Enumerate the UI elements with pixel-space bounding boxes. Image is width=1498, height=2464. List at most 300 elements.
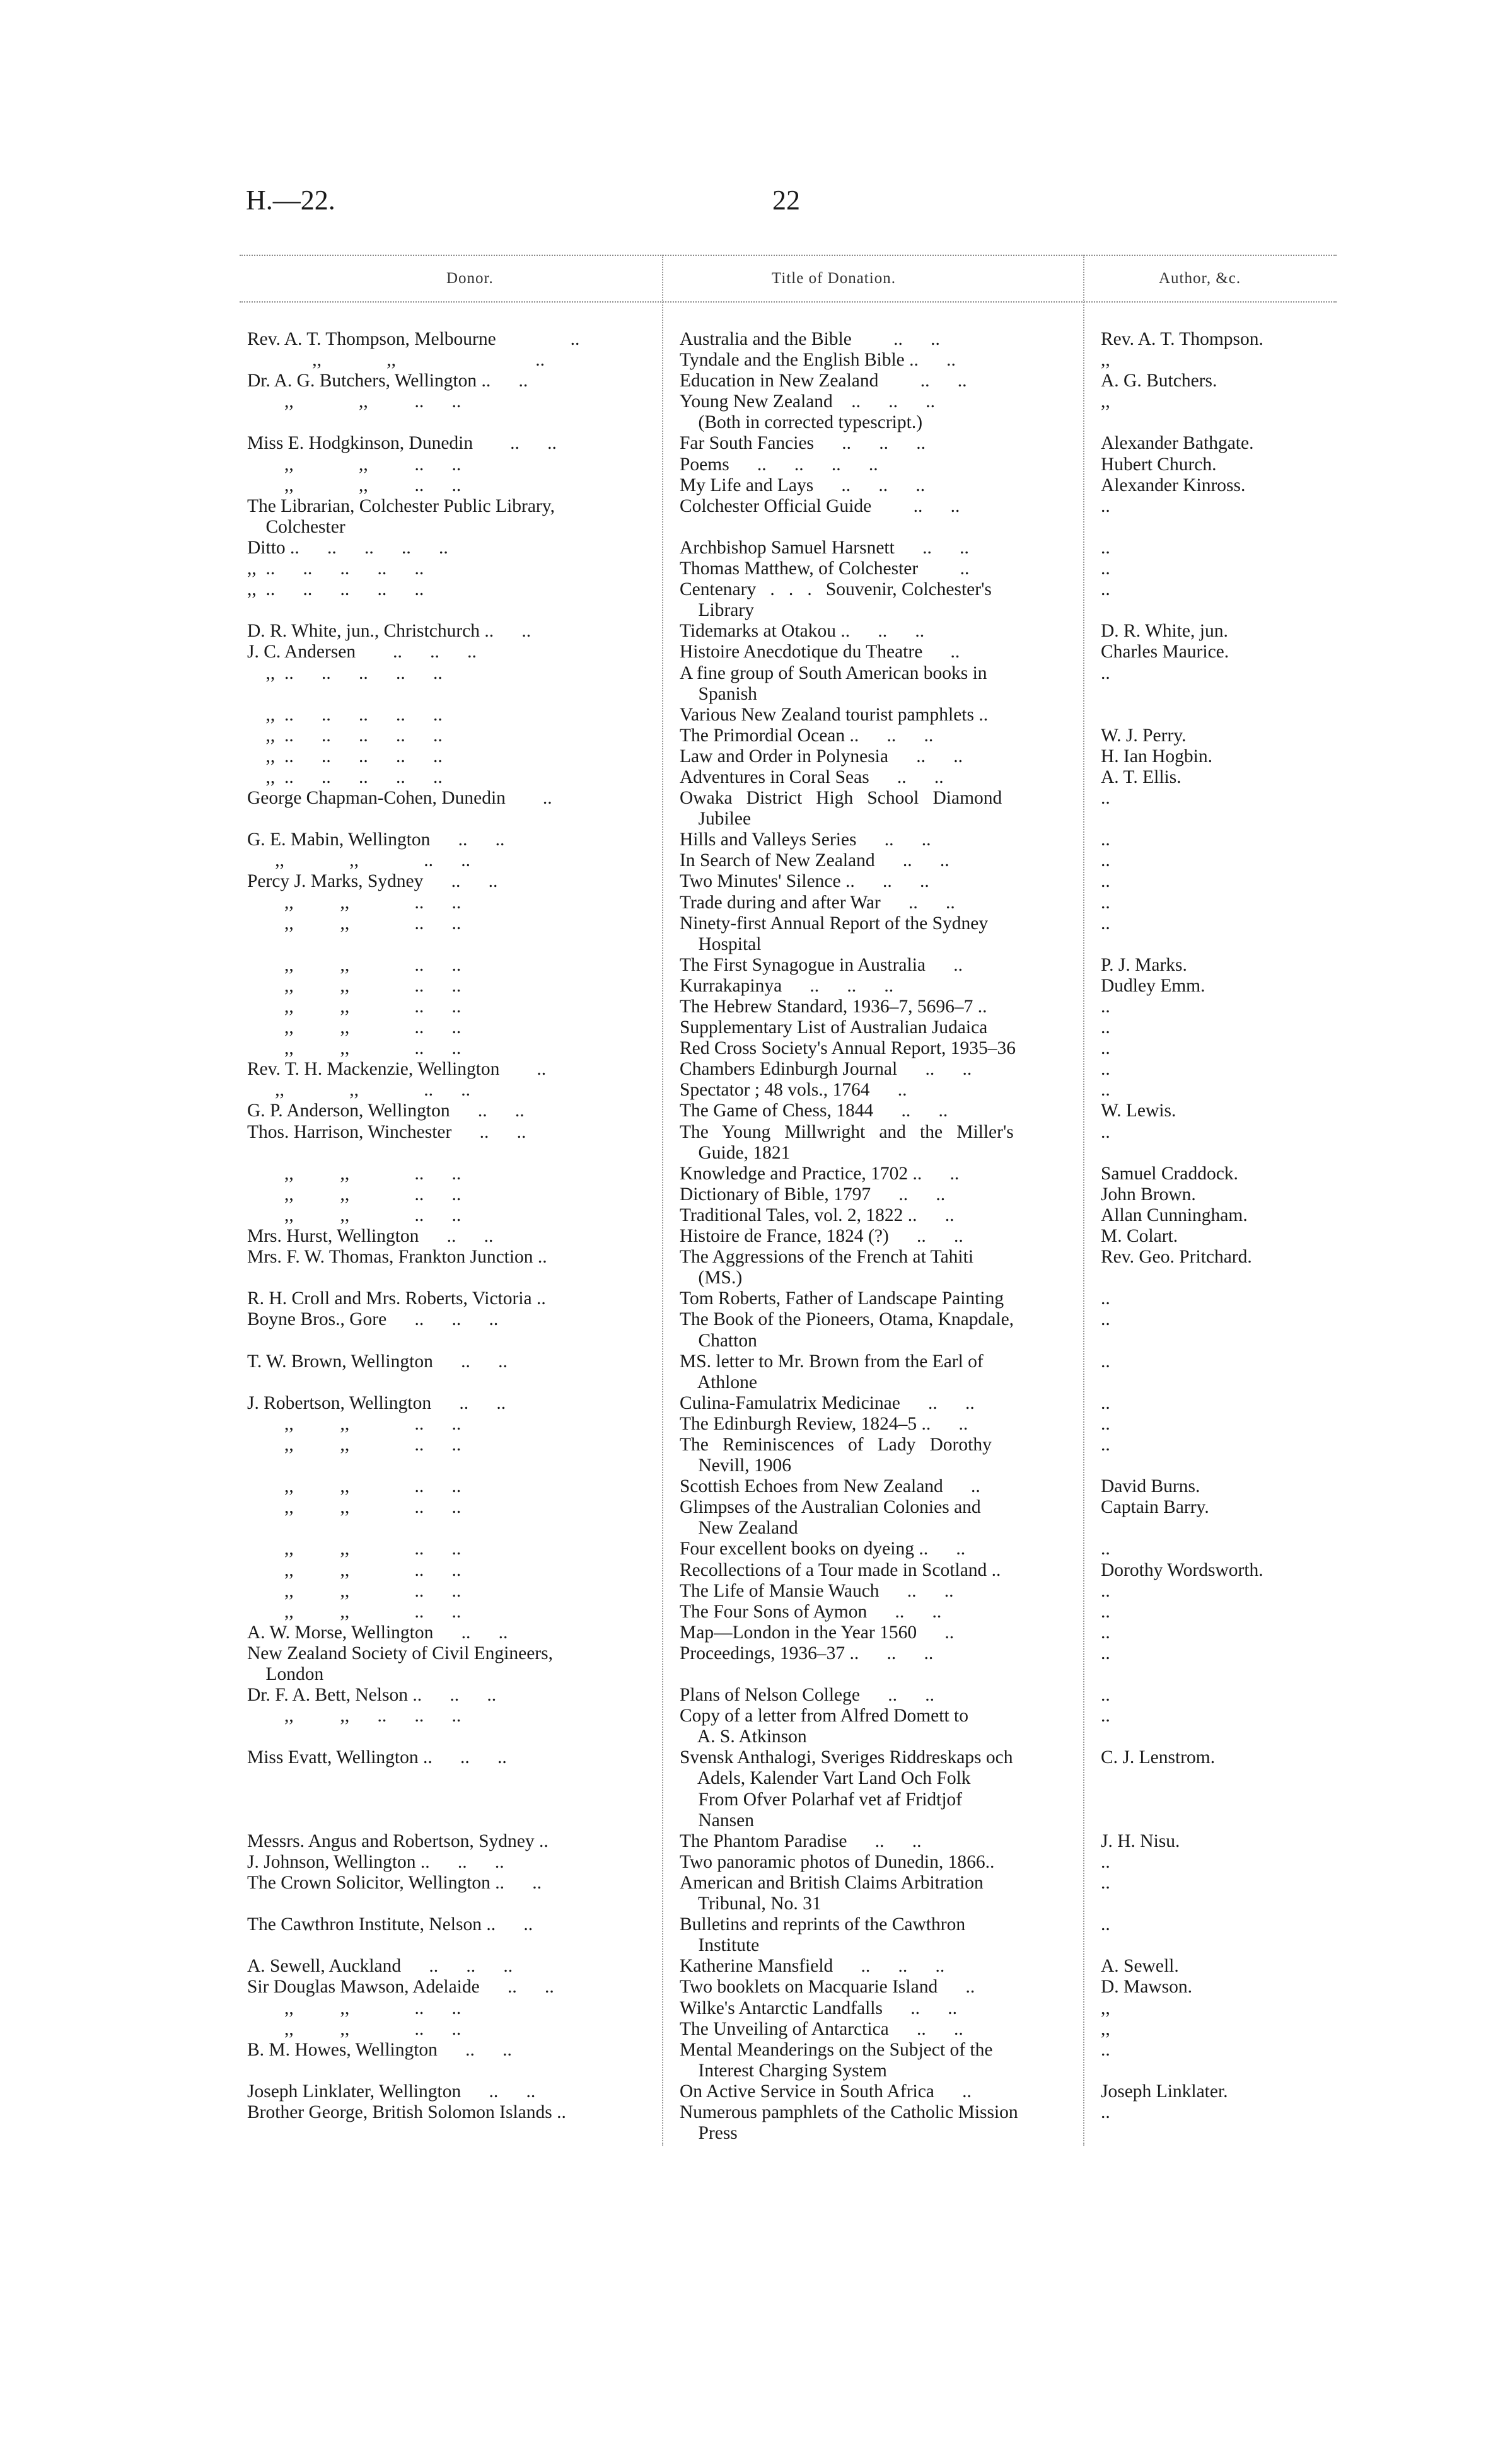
author-cell: ..	[1101, 2102, 1110, 2122]
donor-cell: ,, ,, .. ..	[247, 892, 462, 913]
title-cell: The Life of Mansie Wauch .. ..	[680, 1580, 954, 1601]
table-row	[0, 1873, 1498, 1894]
donor-cell: Brother George, British Solomon Islands ..	[247, 2102, 566, 2122]
donor-cell: Percy J. Marks, Sydney .. ..	[247, 871, 498, 892]
table-row	[0, 412, 1498, 433]
author-cell: ..	[1101, 1121, 1110, 1142]
table-row	[0, 1101, 1498, 1121]
donor-cell: R. H. Croll and Mrs. Roberts, Victoria ..	[247, 1288, 546, 1309]
title-cell: The Aggressions of the French at Tahiti	[680, 1247, 974, 1268]
table-row	[0, 1122, 1498, 1143]
author-cell: ..	[1101, 997, 1110, 1017]
title-cell: Supplementary List of Australian Judaica	[680, 1017, 988, 1038]
table-row	[0, 1894, 1498, 1914]
table-row	[0, 1539, 1498, 1559]
table-row	[0, 934, 1498, 955]
donor-cell: Rev. A. T. Thompson, Melbourne ..	[247, 329, 580, 349]
table-row	[0, 1643, 1498, 1664]
table-row	[0, 538, 1498, 558]
donor-cell: Rev. T. H. Mackenzie, Wellington ..	[247, 1059, 547, 1080]
donor-cell: Sir Douglas Mawson, Adelaide .. ..	[247, 1977, 554, 1998]
author-cell: ..	[1101, 2039, 1110, 2060]
donor-cell: ,, .. .. .. .. ..	[247, 746, 443, 766]
donor-cell: ,, ,, .. .. ..	[247, 1706, 462, 1727]
donor-cell: Messrs. Angus and Robertson, Sydney ..	[247, 1831, 549, 1851]
donor-cell: George Chapman-Cohen, Dunedin ..	[247, 788, 552, 809]
donations-table	[0, 329, 1498, 2144]
title-cell: Chambers Edinburgh Journal .. ..	[680, 1059, 972, 1080]
title-cell: New Zealand	[680, 1518, 798, 1539]
title-cell: A. S. Atkinson	[680, 1727, 807, 1747]
donor-cell: ,, ,, .. ..	[247, 1184, 462, 1205]
table-row	[0, 830, 1498, 850]
title-cell: Dictionary of Bible, 1797 .. ..	[680, 1184, 946, 1205]
author-cell: Captain Barry.	[1101, 1497, 1209, 1518]
author-cell: Joseph Linklater.	[1101, 2081, 1228, 2102]
table-row	[0, 1331, 1498, 1351]
title-cell: Proceedings, 1936–37 .. .. ..	[680, 1643, 934, 1663]
title-cell: Guide, 1821	[680, 1142, 791, 1163]
table-row	[0, 1602, 1498, 1622]
title-cell: Various New Zealand tourist pamphlets ..	[680, 704, 989, 725]
author-cell: A. T. Ellis.	[1101, 766, 1182, 787]
donor-cell: ,, ,, .. ..	[247, 1413, 462, 1434]
donor-cell: J. Johnson, Wellington .. .. ..	[247, 1851, 504, 1872]
title-cell: My Life and Lays .. .. ..	[680, 475, 926, 495]
title-cell: Australia and the Bible .. ..	[680, 329, 940, 349]
title-cell: Chatton	[680, 1330, 757, 1351]
author-cell: Alexander Kinross.	[1101, 475, 1246, 495]
table-row	[0, 1977, 1498, 1998]
donor-cell: ,, ,, .. ..	[247, 1080, 470, 1101]
author-cell: P. J. Marks.	[1101, 954, 1187, 975]
donor-cell: ,, .. .. .. .. ..	[247, 725, 443, 746]
title-cell: Colchester Official Guide .. ..	[680, 495, 960, 516]
title-cell: Library	[680, 600, 754, 621]
donor-cell: ,, ,, .. ..	[247, 850, 470, 871]
donor-cell: ,, .. .. .. .. ..	[247, 558, 424, 579]
title-cell: Trade during and after War .. ..	[680, 892, 955, 913]
author-cell: ..	[1101, 1392, 1110, 1413]
donor-cell: A. W. Morse, Wellington .. ..	[247, 1622, 508, 1643]
title-cell: Ninety-first Annual Report of the Sydney	[680, 913, 989, 934]
author-cell: ,,	[1101, 2018, 1110, 2039]
author-cell: Allan Cunningham.	[1101, 1205, 1248, 1225]
table-row	[0, 1247, 1498, 1268]
table-row	[0, 997, 1498, 1017]
author-cell: ..	[1101, 1351, 1110, 1372]
table-row	[0, 1309, 1498, 1330]
top-rule	[240, 255, 1337, 256]
donor-cell: ,, ,, .. ..	[247, 997, 462, 1017]
donor-cell: ,, .. .. .. .. ..	[247, 704, 443, 725]
title-cell: Adventures in Coral Seas .. ..	[680, 766, 944, 787]
table-row	[0, 579, 1498, 600]
table-row	[0, 329, 1498, 350]
table-row	[0, 600, 1498, 621]
author-cell: Dudley Emm.	[1101, 975, 1205, 996]
table-row	[0, 1914, 1498, 1935]
donor-cell: G. E. Mabin, Wellington .. ..	[247, 830, 505, 850]
title-cell: The Phantom Paradise .. ..	[680, 1831, 922, 1851]
author-cell: ..	[1101, 1038, 1110, 1059]
author-cell: Charles Maurice.	[1101, 642, 1229, 662]
title-cell: Copy of a letter from Alfred Domett to	[680, 1706, 968, 1727]
donor-cell: ,, .. .. .. .. ..	[247, 579, 424, 600]
donor-cell: London	[247, 1664, 324, 1684]
donor-cell: Ditto .. .. .. .. ..	[247, 537, 448, 558]
title-cell: Nevill, 1906	[680, 1455, 791, 1476]
author-cell: ..	[1101, 1872, 1110, 1893]
donor-cell: The Crown Solicitor, Wellington .. ..	[247, 1872, 542, 1893]
donor-cell: J. Robertson, Wellington .. ..	[247, 1392, 506, 1413]
title-cell: Map—London in the Year 1560 ..	[680, 1622, 955, 1643]
author-cell: ..	[1101, 495, 1110, 516]
table-row	[0, 1435, 1498, 1455]
table-row	[0, 1184, 1498, 1205]
donor-cell: A. Sewell, Auckland .. .. ..	[247, 1956, 513, 1977]
donor-cell: ,, ,, .. ..	[247, 475, 462, 495]
donor-cell: ,, .. .. .. .. ..	[247, 766, 443, 787]
table-row	[0, 454, 1498, 475]
table-row	[0, 558, 1498, 579]
table-row	[0, 1476, 1498, 1497]
title-cell: Hills and Valleys Series .. ..	[680, 830, 931, 850]
table-row	[0, 1288, 1498, 1309]
title-cell: The Young Millwright and the Miller's	[680, 1121, 1014, 1142]
donor-cell: ,, ,, .. ..	[247, 1434, 462, 1455]
table-row	[0, 1518, 1498, 1539]
table-row	[0, 1017, 1498, 1038]
title-cell: Centenary . . . Souvenir, Colchester's	[680, 579, 992, 600]
donor-cell: G. P. Anderson, Wellington .. ..	[247, 1101, 525, 1121]
title-cell: (MS.)	[680, 1268, 743, 1288]
donor-cell: ,, ,, ..	[247, 350, 545, 371]
title-cell: Nansen	[680, 1810, 754, 1831]
table-row	[0, 391, 1498, 412]
author-cell: A. Sewell.	[1101, 1956, 1179, 1977]
author-cell: ..	[1101, 1914, 1110, 1935]
donor-cell: ,, ,, .. ..	[247, 1038, 462, 1059]
donor-cell: ,, ,, .. ..	[247, 1476, 462, 1497]
title-cell: Interest Charging System	[680, 2060, 887, 2081]
donor-cell: Colchester	[247, 516, 345, 537]
donor-cell: Mrs. F. W. Thomas, Frankton Junction ..	[247, 1247, 547, 1268]
table-row	[0, 871, 1498, 892]
table-row	[0, 2040, 1498, 2061]
title-cell: Law and Order in Polynesia .. ..	[680, 746, 963, 766]
title-cell: Spanish	[680, 683, 757, 704]
table-row	[0, 976, 1498, 997]
author-cell: Rev. A. T. Thompson.	[1101, 329, 1263, 349]
table-row	[0, 2019, 1498, 2040]
author-cell: ..	[1101, 1059, 1110, 1080]
title-cell: American and British Claims Arbitration	[680, 1872, 984, 1893]
author-cell: C. J. Lenstrom.	[1101, 1747, 1216, 1768]
title-cell: Adels, Kalender Vart Land Och Folk	[680, 1768, 971, 1789]
title-cell: Institute	[680, 1935, 760, 1956]
author-cell: ..	[1101, 1309, 1110, 1330]
title-cell: Press	[680, 2123, 738, 2144]
author-cell: ..	[1101, 1413, 1110, 1434]
title-cell: A fine group of South American books in	[680, 662, 987, 683]
table-row	[0, 517, 1498, 538]
header-rule	[240, 301, 1337, 303]
table-row	[0, 850, 1498, 871]
author-cell: ..	[1101, 558, 1110, 579]
title-cell: Culina-Famulatrix Medicinae .. ..	[680, 1392, 975, 1413]
table-row	[0, 1351, 1498, 1372]
title-cell: Archbishop Samuel Harsnett .. ..	[680, 537, 969, 558]
table-row	[0, 1852, 1498, 1873]
donor-cell: B. M. Howes, Wellington .. ..	[247, 2039, 512, 2060]
title-cell: Glimpses of the Australian Colonies and	[680, 1497, 981, 1518]
col-head-donor: Donor.	[446, 270, 494, 287]
author-cell: ..	[1101, 830, 1110, 850]
author-cell: H. Ian Hogbin.	[1101, 746, 1212, 766]
table-row	[0, 2102, 1498, 2123]
author-cell: ..	[1101, 892, 1110, 913]
title-cell: Red Cross Society's Annual Report, 1935–36	[680, 1038, 1016, 1059]
title-cell: The First Synagogue in Australia ..	[680, 954, 963, 975]
title-cell: Histoire Anecdotique du Theatre ..	[680, 642, 960, 662]
author-cell: ,,	[1101, 391, 1110, 412]
title-cell: Wilke's Antarctic Landfalls .. ..	[680, 1998, 957, 2018]
table-row	[0, 809, 1498, 830]
title-cell: Numerous pamphlets of the Catholic Mission	[680, 2102, 1018, 2122]
table-row	[0, 1560, 1498, 1581]
table-row	[0, 767, 1498, 788]
title-cell: Tyndale and the English Bible .. ..	[680, 350, 956, 371]
table-row	[0, 1998, 1498, 2019]
table-row	[0, 1414, 1498, 1435]
title-cell: Traditional Tales, vol. 2, 1822 .. ..	[680, 1205, 955, 1225]
author-cell: ..	[1101, 1643, 1110, 1663]
title-cell: Bulletins and reprints of the Cawthron	[680, 1914, 966, 1935]
table-row	[0, 1935, 1498, 1956]
donor-cell: ,, ,, .. ..	[247, 1559, 462, 1580]
author-cell: ..	[1101, 1851, 1110, 1872]
author-cell: ..	[1101, 871, 1110, 892]
title-cell: Poems .. .. .. ..	[680, 454, 878, 475]
donor-cell: ,, ,, .. ..	[247, 1163, 462, 1184]
table-row	[0, 1080, 1498, 1101]
table-row	[0, 788, 1498, 809]
author-cell: ..	[1101, 1622, 1110, 1643]
title-cell: Svensk Anthalogi, Sveriges Riddreskaps och	[680, 1747, 1013, 1768]
table-row	[0, 642, 1498, 662]
table-row	[0, 663, 1498, 684]
author-cell: W. J. Perry.	[1101, 725, 1187, 746]
author-cell: ..	[1101, 1017, 1110, 1038]
title-cell: Four excellent books on dyeing .. ..	[680, 1539, 966, 1559]
donor-cell: Dr. F. A. Bett, Nelson .. .. ..	[247, 1685, 497, 1706]
author-cell: ,,	[1101, 350, 1110, 371]
title-cell: Far South Fancies .. .. ..	[680, 433, 926, 454]
title-cell: The Book of the Pioneers, Otama, Knapdale,	[680, 1309, 1014, 1330]
donor-cell: ,, .. .. .. .. ..	[247, 662, 443, 683]
table-row	[0, 1143, 1498, 1164]
table-row	[0, 1393, 1498, 1414]
donor-cell: J. C. Andersen .. .. ..	[247, 642, 477, 662]
author-cell: D. R. White, jun.	[1101, 621, 1228, 642]
author-cell: ..	[1101, 1601, 1110, 1622]
table-row	[0, 1747, 1498, 1768]
donor-cell: Joseph Linklater, Wellington .. ..	[247, 2081, 536, 2102]
donor-cell: ,, ,, .. ..	[247, 975, 462, 996]
donor-cell: The Librarian, Colchester Public Library,	[247, 495, 555, 516]
title-cell: Kurrakapinya .. .. ..	[680, 975, 894, 996]
table-row	[0, 1768, 1498, 1789]
title-cell: Owaka District High School Diamond	[680, 788, 1002, 809]
title-cell: On Active Service in South Africa ..	[680, 2081, 972, 2102]
table-row	[0, 1810, 1498, 1831]
table-row	[0, 726, 1498, 746]
title-cell: Thomas Matthew, of Colchester ..	[680, 558, 970, 579]
donor-cell: Dr. A. G. Butchers, Wellington .. ..	[247, 371, 528, 391]
donor-cell: ,, ,, .. ..	[247, 391, 462, 412]
title-cell: The Unveiling of Antarctica .. ..	[680, 2018, 963, 2039]
donor-cell: ,, ,, .. ..	[247, 1205, 462, 1225]
title-cell: (Both in corrected typescript.)	[680, 412, 923, 433]
table-row	[0, 1455, 1498, 1476]
title-cell: Spectator ; 48 vols., 1764 ..	[680, 1080, 907, 1101]
donor-cell: ,, ,, .. ..	[247, 1998, 462, 2018]
table-row	[0, 496, 1498, 517]
table-row	[0, 1831, 1498, 1852]
table-row	[0, 1622, 1498, 1643]
author-cell: ..	[1101, 1539, 1110, 1559]
donor-cell: Miss Evatt, Wellington .. .. ..	[247, 1747, 507, 1768]
author-cell: David Burns.	[1101, 1476, 1200, 1497]
table-row	[0, 746, 1498, 767]
title-cell: MS. letter to Mr. Brown from the Earl of	[680, 1351, 984, 1372]
title-cell: Recollections of a Tour made in Scotland ..	[680, 1559, 1001, 1580]
donor-cell: Miss E. Hodgkinson, Dunedin .. ..	[247, 433, 557, 454]
title-cell: Two Minutes' Silence .. .. ..	[680, 871, 929, 892]
author-cell: ,,	[1101, 1998, 1110, 2018]
title-cell: Tom Roberts, Father of Landscape Painting	[680, 1288, 1004, 1309]
title-cell: Mental Meanderings on the Subject of the	[680, 2039, 993, 2060]
table-row	[0, 705, 1498, 726]
table-row	[0, 2061, 1498, 2081]
title-cell: The Reminiscences of Lady Dorothy	[680, 1434, 992, 1455]
title-cell: The Edinburgh Review, 1824–5 .. ..	[680, 1413, 968, 1434]
table-row	[0, 371, 1498, 391]
donor-cell: ,, ,, .. ..	[247, 1497, 462, 1518]
author-cell: J. H. Nisu.	[1101, 1831, 1180, 1851]
donor-cell: Thos. Harrison, Winchester .. ..	[247, 1121, 526, 1142]
author-cell: Hubert Church.	[1101, 454, 1217, 475]
author-cell: Samuel Craddock.	[1101, 1163, 1238, 1184]
donor-cell: D. R. White, jun., Christchurch .. ..	[247, 621, 531, 642]
author-cell: A. G. Butchers.	[1101, 371, 1217, 391]
author-cell: ..	[1101, 662, 1110, 683]
title-cell: Education in New Zealand .. ..	[680, 371, 967, 391]
table-row	[0, 1956, 1498, 1977]
donor-cell: The Cawthron Institute, Nelson .. ..	[247, 1914, 533, 1935]
table-row	[0, 1685, 1498, 1706]
author-cell: ..	[1101, 850, 1110, 871]
title-cell: Athlone	[680, 1372, 757, 1392]
title-cell: The Hebrew Standard, 1936–7, 5696–7 ..	[680, 997, 987, 1017]
table-row	[0, 621, 1498, 642]
table-row	[0, 1664, 1498, 1685]
title-cell: Two booklets on Macquarie Island ..	[680, 1977, 975, 1998]
title-cell: Histoire de France, 1824 (?) .. ..	[680, 1226, 963, 1247]
title-cell: Tidemarks at Otakou .. .. ..	[680, 621, 925, 642]
table-row	[0, 1497, 1498, 1518]
col-head-title: Title of Donation.	[772, 270, 896, 287]
table-row	[0, 1727, 1498, 1747]
donor-cell: Mrs. Hurst, Wellington .. ..	[247, 1226, 494, 1247]
table-row	[0, 2123, 1498, 2144]
author-cell: ..	[1101, 788, 1110, 809]
donor-cell: New Zealand Society of Civil Engineers,	[247, 1643, 553, 1663]
table-row	[0, 433, 1498, 454]
col-head-author: Author, &c.	[1159, 270, 1241, 287]
author-cell: John Brown.	[1101, 1184, 1196, 1205]
page-header-ref: H.—22.	[246, 185, 335, 216]
title-cell: Two panoramic photos of Dunedin, 1866..	[680, 1851, 995, 1872]
table-row	[0, 1205, 1498, 1226]
table-row	[0, 913, 1498, 934]
author-cell: ..	[1101, 537, 1110, 558]
author-cell: ..	[1101, 1434, 1110, 1455]
table-row	[0, 955, 1498, 976]
title-cell: Plans of Nelson College .. ..	[680, 1685, 934, 1706]
donor-cell: ,, ,, .. ..	[247, 1539, 462, 1559]
title-cell: Katherine Mansfield .. .. ..	[680, 1956, 945, 1977]
donor-cell: ,, ,, .. ..	[247, 1017, 462, 1038]
table-row	[0, 475, 1498, 496]
title-cell: Scottish Echoes from New Zealand ..	[680, 1476, 980, 1497]
table-row	[0, 1226, 1498, 1247]
author-cell: D. Mawson.	[1101, 1977, 1193, 1998]
donor-cell: ,, ,, .. ..	[247, 454, 462, 475]
title-cell: From Ofver Polarhaf vet af Fridtjof	[680, 1789, 963, 1810]
author-cell: ..	[1101, 913, 1110, 934]
title-cell: Tribunal, No. 31	[680, 1894, 822, 1914]
donor-cell: ,, ,, .. ..	[247, 913, 462, 934]
title-cell: The Primordial Ocean .. .. ..	[680, 725, 934, 746]
author-cell: ..	[1101, 1080, 1110, 1101]
author-cell: ..	[1101, 1288, 1110, 1309]
author-cell: Rev. Geo. Pritchard.	[1101, 1247, 1252, 1268]
title-cell: Knowledge and Practice, 1702 .. ..	[680, 1163, 960, 1184]
donor-cell: Boyne Bros., Gore .. .. ..	[247, 1309, 499, 1330]
table-row	[0, 2081, 1498, 2102]
author-cell: ..	[1101, 1706, 1110, 1727]
table-row	[0, 1790, 1498, 1810]
author-cell: W. Lewis.	[1101, 1101, 1176, 1121]
author-cell: ..	[1101, 1685, 1110, 1706]
author-cell: Dorothy Wordsworth.	[1101, 1559, 1263, 1580]
table-row	[0, 1059, 1498, 1080]
donor-cell: ,, ,, .. ..	[247, 2018, 462, 2039]
donor-cell: ,, ,, .. ..	[247, 1601, 462, 1622]
table-row	[0, 1164, 1498, 1184]
table-row	[0, 1372, 1498, 1393]
donor-cell: ,, ,, .. ..	[247, 954, 462, 975]
table-row	[0, 1038, 1498, 1059]
author-cell: ..	[1101, 1580, 1110, 1601]
table-row	[0, 684, 1498, 705]
donor-cell: T. W. Brown, Wellington .. ..	[247, 1351, 508, 1372]
table-row	[0, 893, 1498, 913]
title-cell: Hospital	[680, 934, 762, 954]
page-number: 22	[772, 185, 800, 216]
